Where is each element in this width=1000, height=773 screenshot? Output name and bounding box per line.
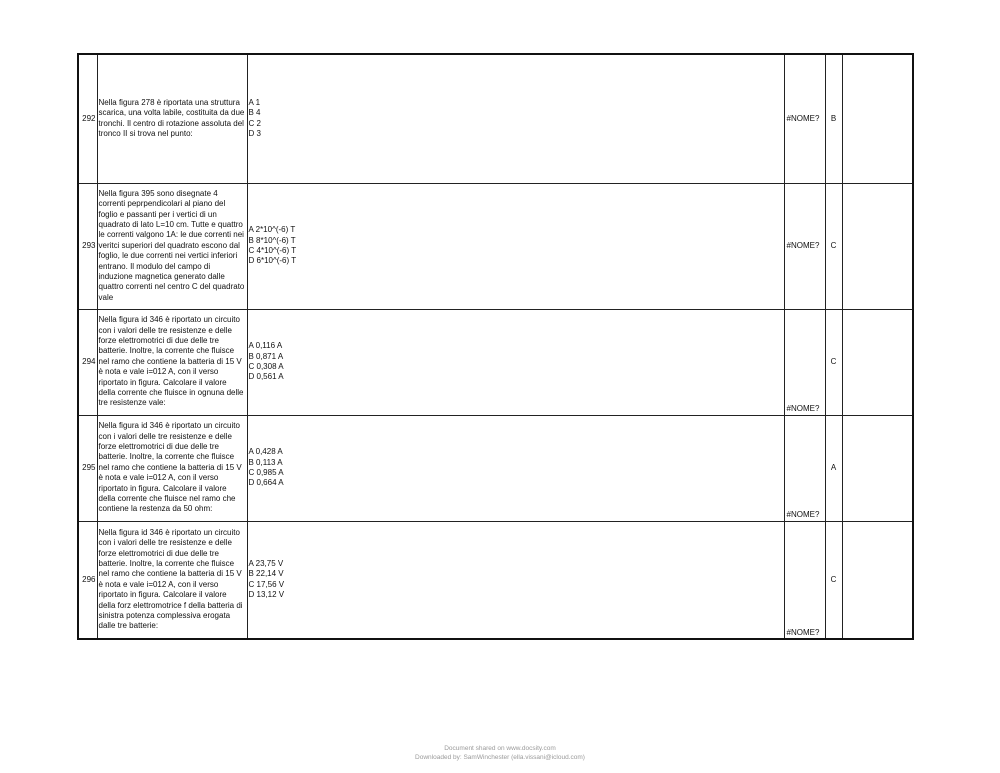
correct-answer: B bbox=[825, 54, 842, 183]
option-c: C 0,985 A bbox=[248, 468, 284, 477]
option-d: D 6*10^(-6) T bbox=[248, 256, 297, 266]
option-b: B 4 bbox=[248, 108, 261, 118]
answer-options bbox=[247, 309, 784, 415]
formula-cell: #NOME? bbox=[784, 183, 825, 309]
answer-options bbox=[247, 183, 784, 309]
answer-options bbox=[247, 54, 784, 183]
option-c: C 17,56 V bbox=[248, 579, 285, 589]
empty-cell bbox=[842, 415, 913, 521]
option-c: C 0,308 A bbox=[248, 362, 284, 371]
option-a: A 1 bbox=[248, 97, 261, 107]
option-b: B 8*10^(-6) T bbox=[248, 235, 296, 245]
option-c: C 4*10^(-6) T bbox=[248, 246, 297, 255]
question-table bbox=[77, 53, 914, 640]
table-row bbox=[78, 183, 913, 309]
question-number: 293 bbox=[78, 183, 97, 309]
footer-download-text: Downloaded by: SamWinchester (ella.vissani@icloud.com) bbox=[415, 754, 585, 761]
table-row bbox=[78, 415, 913, 521]
answer-options bbox=[247, 521, 784, 639]
footer-shared-text: Document shared on www.docsity.com bbox=[444, 745, 556, 752]
answer-options bbox=[247, 415, 784, 521]
correct-answer: C bbox=[825, 521, 842, 639]
question-number: 292 bbox=[78, 54, 97, 183]
question-number: 295 bbox=[78, 415, 97, 521]
table-row bbox=[78, 54, 913, 183]
empty-cell bbox=[842, 54, 913, 183]
option-a: A 2*10^(-6) T bbox=[248, 225, 296, 235]
empty-cell bbox=[842, 183, 913, 309]
question-text: Nella figura id 346 è riportato un circuito con i valori delle tre resistenze e delle forze elettromotrici di due delle tre batterie. Inoltre, la corrente che fluisce nel ramo che contiene la batteria di 15 V è nota e vale i=012 A, con il verso riportato in figura. Calcolare il valore della corrente che fluisce in ognuna delle tre resistenze vale: bbox=[97, 309, 247, 415]
table-row bbox=[78, 521, 913, 639]
option-a: A 0,116 A bbox=[248, 341, 283, 351]
empty-cell bbox=[842, 309, 913, 415]
option-c: C 2 bbox=[248, 118, 261, 128]
formula-cell: #NOME? bbox=[784, 309, 825, 415]
option-a: A 0,428 A bbox=[248, 447, 283, 457]
option-b: B 0,113 A bbox=[248, 457, 283, 467]
option-d: D 0,561 A bbox=[248, 372, 284, 382]
option-a: A 23,75 V bbox=[248, 558, 284, 568]
formula-cell: #NOME? bbox=[784, 415, 825, 521]
empty-cell bbox=[842, 521, 913, 639]
formula-cell: #NOME? bbox=[784, 54, 825, 183]
option-d: D 3 bbox=[248, 129, 261, 139]
option-d: D 0,664 A bbox=[248, 478, 284, 488]
option-d: D 13,12 V bbox=[248, 590, 285, 600]
correct-answer: C bbox=[825, 183, 842, 309]
question-text: Nella figura 278 è riportata una struttura scarica, una volta labile, costituita da due tronchi. Il centro di rotazione assoluta del tronco II si trova nel punto: bbox=[97, 54, 247, 183]
formula-cell: #NOME? bbox=[784, 521, 825, 639]
option-b: B 0,871 A bbox=[248, 351, 284, 361]
question-text: Nella figura id 346 è riportato un circuito con i valori delle tre resistenze e delle forze elettromotrici di due delle tre batterie. Inoltre, la corrente che fluisce nel ramo che contiene la batteria di 15 V è nota e vale i=012 A, con il verso riportato in figura. Calcolare il valore della corrente che fluisce nel ramo che contiene la restenza da 50 ohm: bbox=[97, 415, 247, 521]
question-text: Nella figura id 346 è riportato un circuito con i valori delle tre resistenze e delle forze elettromotrici di due delle tre batterie. Inoltre, la corrente che fluisce nel ramo che contiene la batteria di 15 V è nota e vale i=012 A, con il verso riportato in figura. Calcolare il valore della forz elettromotrice f della batteria di sinistra potenza complessiva erogata dalle tre batterie: bbox=[97, 521, 247, 639]
question-number: 294 bbox=[78, 309, 97, 415]
question-number: 296 bbox=[78, 521, 97, 639]
correct-answer: C bbox=[825, 309, 842, 415]
question-text: Nella figura 395 sono disegnate 4 correnti peprpendicolari al piano del foglio e passanti per i vertici di un quadrato di lato L=10 cm. Tutte e quattro le correnti valgono 1A: le due correnti nei veritci superiori del quadrato escono dal foglio, le due correnti nei vertici inferiori entrano. Il modulo del campo di induzione magnetica generato dalle quattro correnti nel centro C del quadrato vale bbox=[97, 183, 247, 309]
correct-answer: A bbox=[825, 415, 842, 521]
option-b: B 22,14 V bbox=[248, 569, 284, 579]
table-row bbox=[78, 309, 913, 415]
